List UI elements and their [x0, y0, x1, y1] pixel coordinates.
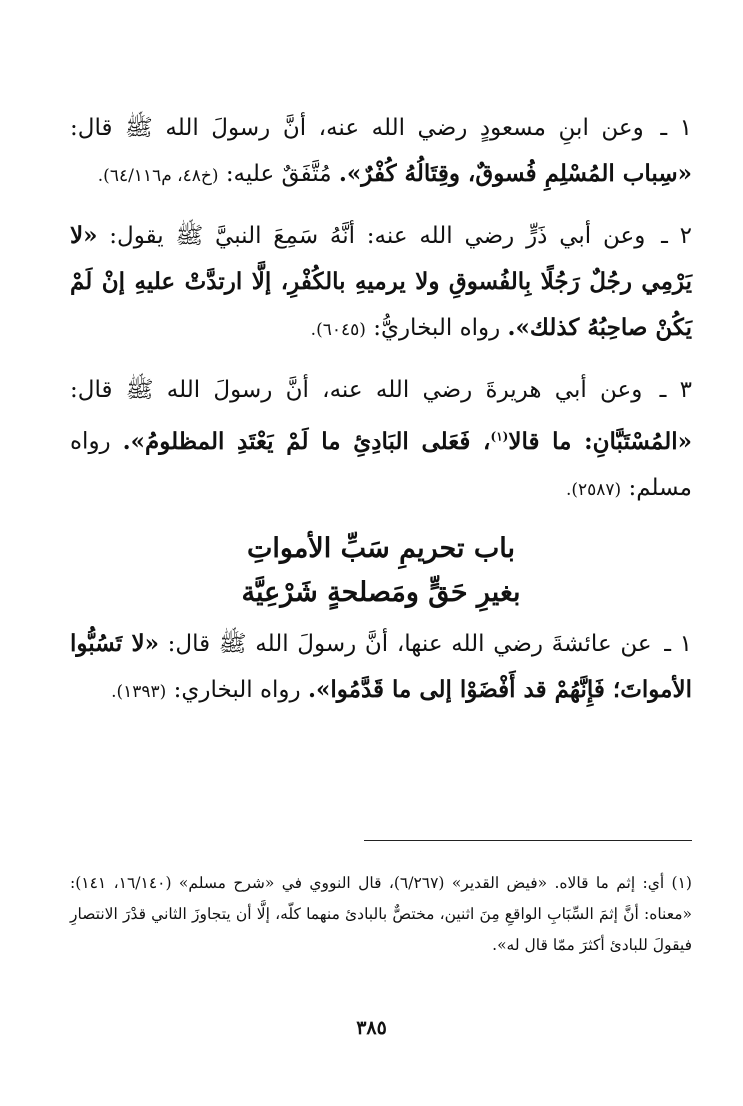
- hadith-number: ١ ـ: [664, 630, 693, 657]
- hadith-quote: [123, 428, 692, 455]
- hadith-2: [70, 213, 692, 353]
- hadith-source: رواه البخاريُّ:: [373, 315, 501, 341]
- hadith-quote: «لا تَسُبُّوا الأمواتَ؛ فَإِنَّهُمْ قد أَفْضَوْا إلى ما قَدَّمُوا».: [70, 629, 692, 703]
- hadith-quote-part2: ، فَعَلى البَادِئِ ما لَمْ يَعْتَدِ المظلومُ».: [122, 427, 491, 455]
- hadith-reference: (خ٤٨، م٦٤/١١٦).: [97, 166, 219, 186]
- hadith-number: ٣ ـ: [659, 377, 692, 403]
- footnote: [70, 868, 692, 961]
- hadith-source: رواه مسلم:: [70, 428, 692, 501]
- hadith-quote: «سِباب المُسْلِمِ فُسوقٌ، وقِتَالُهُ كُفْرٌ».: [338, 160, 692, 187]
- hadith-intro: وعن ابنِ مسعودٍ رضي الله عنه، أنَّ رسولَ الله ﷺ قال:: [70, 115, 644, 141]
- page-body: [70, 105, 692, 729]
- chapter-title-line-1: باب تحريمِ سَبِّ الأمواتِ: [246, 532, 516, 564]
- hadith-source: مُتَّفَقٌ عليه:: [225, 161, 332, 187]
- hadith-intro: عن عائشةَ رضي الله عنها، أنَّ رسولَ الله ﷺ قال:: [167, 630, 652, 657]
- hadith-reference: (٢٥٨٧).: [565, 479, 622, 500]
- chapter-heading: [70, 527, 692, 615]
- footnote-divider: [364, 840, 692, 841]
- hadith-1: [70, 105, 692, 199]
- hadith-4: [70, 621, 692, 715]
- hadith-intro: وعن أبي ذَرٍّ رضي الله عنه: أنَّهُ سَمِعَ النبيَّ ﷺ يقول:: [109, 223, 646, 249]
- page-number: ٣٨٥: [356, 1017, 387, 1039]
- hadith-source: رواه البخاري:: [173, 676, 301, 703]
- hadith-quote-part1: «المُسْتَبَّانِ: ما قالا: [508, 427, 693, 455]
- hadith-number: ١ ـ: [660, 115, 693, 141]
- footnote-number: (١): [671, 874, 692, 892]
- footnote-marker: (١): [490, 429, 509, 443]
- chapter-title-line-2: بغيرِ حَقٍّ ومَصلحةٍ شَرْعِيَّة: [241, 576, 521, 608]
- hadith-reference: (١٣٩٣).: [111, 681, 167, 702]
- hadith-3: [70, 367, 692, 513]
- hadith-reference: (٦٠٤٥).: [310, 320, 366, 340]
- hadith-number: ٢ ـ: [661, 223, 692, 249]
- hadith-intro: وعن أبي هريرةَ رضي الله عنه، أنَّ رسولَ الله ﷺ قال:: [70, 377, 643, 403]
- footnote-text: أي: إثم ما قالاه. «فيض القدير» (٦/٢٦٧)، قال النووي في «شرح مسلم» (١٦/١٤٠، ١٤١): «معناه: أنَّ إثمَ السِّبَابِ الواقعِ مِنَ اثنين، مختصٌّ بالبادئ منهما كلّه، إلَّا أن يتجاوزَ الثاني قدْرَ الانتصارِ فيقولَ للبادئ أكثرَ ممّا قال له».: [70, 874, 692, 954]
- hadith-quote: «لا يَرْمِي رجُلٌ رَجُلًا بِالفُسوقِ ولا يرميهِ بالكُفْرِ، إلَّا ارتدَّتْ عليهِ إنْ لَمْ يَكُنْ صاحِبُهُ كذلك».: [70, 222, 692, 341]
